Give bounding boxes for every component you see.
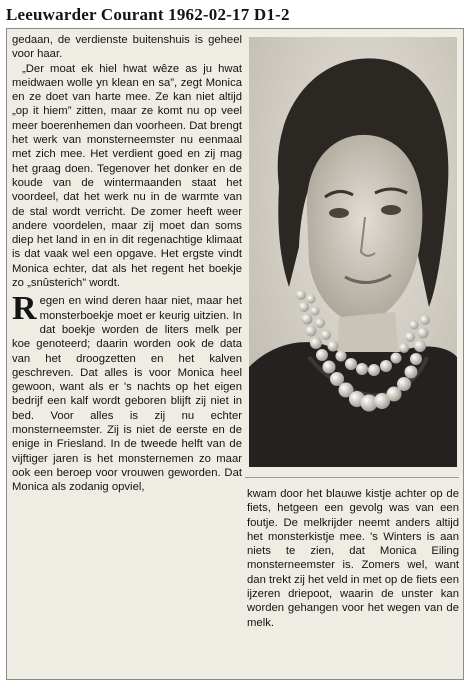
dropcap-paragraph-text: egen en wind deren haar niet, maar het monsterboekje moet er keurig uitzien. In dat boekje worden de liters melk per koe genoteerd; daarin worden ook de data van het droogzetten en het kalven geschreven. Dat alles is voor Monica heel gewoon, want als er 's nachts op het eigen bedrijf een kalf wordt geboren blijft zij niet in bed. Voor alles is zij nu echter monsterneemster. Zij is niet de eerste en de enige in Friesland. In de tweede helft van de vijftiger jaren is het monsternemen zo maar ook een beroep voor vrouwen geworden. Dat Monica als zodanig opviel,: [12, 295, 242, 494]
article-paragraph-dropcap: [12, 290, 242, 494]
article-paragraph: kwam door het blauwe kistje achter op de fiets, hetgeen een gevolg was van een foutje. De melkrijder neemt anders altijd het monsterkistje mee. 's Winters is aan niets te zien, dat Monica Eiling monsterneemster is. Zomers wel, want dan trekt zij het veld in met op de fiets een ijzeren driepoot, waarin de unster kan worden gehangen voor het wegen van de melk.: [247, 488, 459, 629]
newspaper-clipping: [6, 28, 464, 680]
portrait-photo: [249, 37, 457, 467]
article-paragraph: „Der moat ek hiel hwat wêze as ju hwat meidwaen wolle yn klean en sa”, zegt Monica en ze doet van harte mee. Ze kan niet altijd „op it hiem” zitten, maar ze komt nu op veel meer boerenhemen dan voorheen. Dat brengt het werk van monsterneemster nu eenmaal met zich mee. Het verdient goed en zij mag het graag doen. Tegenover het donker en de koude van de wintermaanden staat het voordeel, dat het werk nu in de warmte van de stal wordt verricht. De zomer heeft weer andere voordelen, maar zij moet dan soms diep het land in en in dit regenachtige klimaat is dat vaak wel een opgave. Het ergste vindt Monica echter, dat als het regent het boekje zo „snûsterich” wordt.: [12, 62, 242, 290]
portrait-woman-with-pearl-necklace: [249, 37, 457, 467]
article-column-left: [12, 33, 242, 673]
page-title: Leeuwarder Courant 1962-02-17 D1-2: [6, 5, 290, 24]
drop-cap-letter: R: [12, 290, 37, 328]
article-paragraph: gedaan, de verdienste buitenshuis is geheel voor haar.: [12, 34, 242, 61]
column-divider: [245, 477, 459, 478]
article-column-right: [247, 487, 459, 630]
